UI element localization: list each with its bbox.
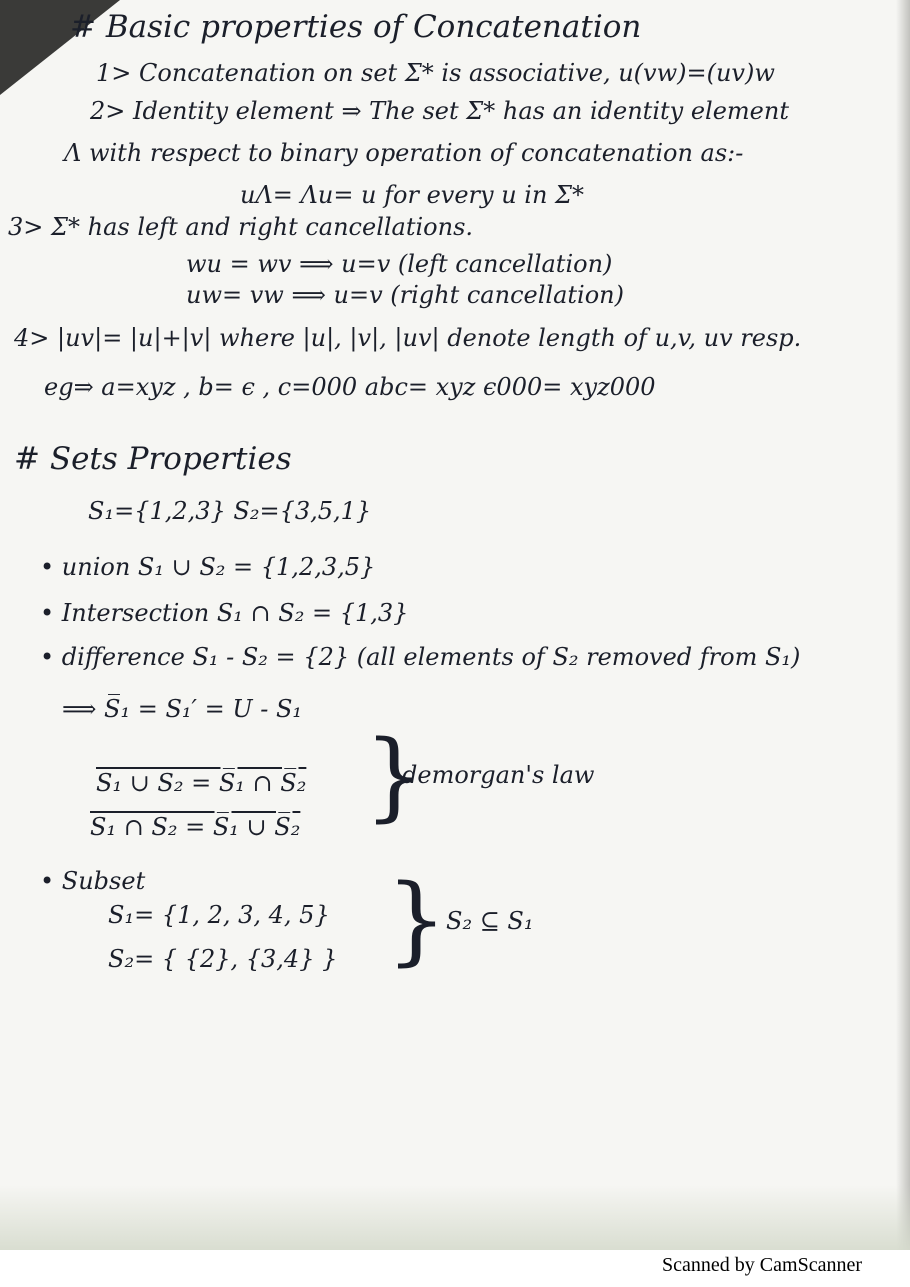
heading-concatenation: # Basic properties of Concatenation <box>70 9 642 45</box>
demorgan-union: S₁ ∪ S₂ = S̅₁ ∩ S̅₂ <box>96 769 307 797</box>
scanner-watermark: Scanned by CamScanner <box>662 1254 862 1276</box>
curly-brace: } <box>364 720 426 832</box>
subset-s1: S₁= {1, 2, 3, 4, 5} <box>108 901 330 929</box>
demorgan-intersection: S₁ ∩ S₂ = S̅₁ ∪ S̅₂ <box>90 813 301 841</box>
sets-definition: S₁={1,2,3} S₂={3,5,1} <box>88 497 372 525</box>
property-associative: 1> Concatenation on set Σ* is associative, u(vw)=(uv)w <box>96 59 775 87</box>
set-complement: ⟹ S̅₁ = S₁′ = U - S₁ <box>62 695 302 723</box>
property-cancellation: 3> Σ* has left and right cancellations. <box>8 213 474 241</box>
curly-brace: } <box>386 864 448 976</box>
heading-sets: # Sets Properties <box>14 441 292 477</box>
set-difference: • difference S₁ - S₂ = {2} (all elements of S₂ removed from S₁) <box>40 643 801 671</box>
set-union: • union S₁ ∪ S₂ = {1,2,3,5} <box>40 553 376 581</box>
identity-equation: uΛ= Λu= u for every u in Σ* <box>240 181 585 209</box>
subset-relation: S₂ ⊆ S₁ <box>446 907 534 935</box>
subset-s2: S₂= { {2}, {3,4} } <box>108 945 338 973</box>
example-line: eg⇒ a=xyz , b= ϵ , c=000 abc= xyz ϵ000= xyz000 <box>44 373 656 401</box>
demorgan-label: demorgan's law <box>402 761 595 789</box>
page-bottom-shadow <box>0 1185 910 1250</box>
property-length: 4> |uv|= |u|+|v| where |u|, |v|, |uv| denote length of u,v, uv resp. <box>14 324 802 352</box>
property-identity: 2> Identity element ⇒ The set Σ* has an identity element <box>90 97 789 125</box>
right-cancellation: uw= vw ⟹ u=v (right cancellation) <box>186 281 624 309</box>
set-intersection: • Intersection S₁ ∩ S₂ = {1,3} <box>40 599 409 627</box>
identity-explanation: Λ with respect to binary operation of concatenation as:- <box>64 139 744 167</box>
page-edge-shadow <box>896 0 910 1250</box>
subset-heading: • Subset <box>40 867 146 895</box>
left-cancellation: wu = wv ⟹ u=v (left cancellation) <box>186 250 613 278</box>
